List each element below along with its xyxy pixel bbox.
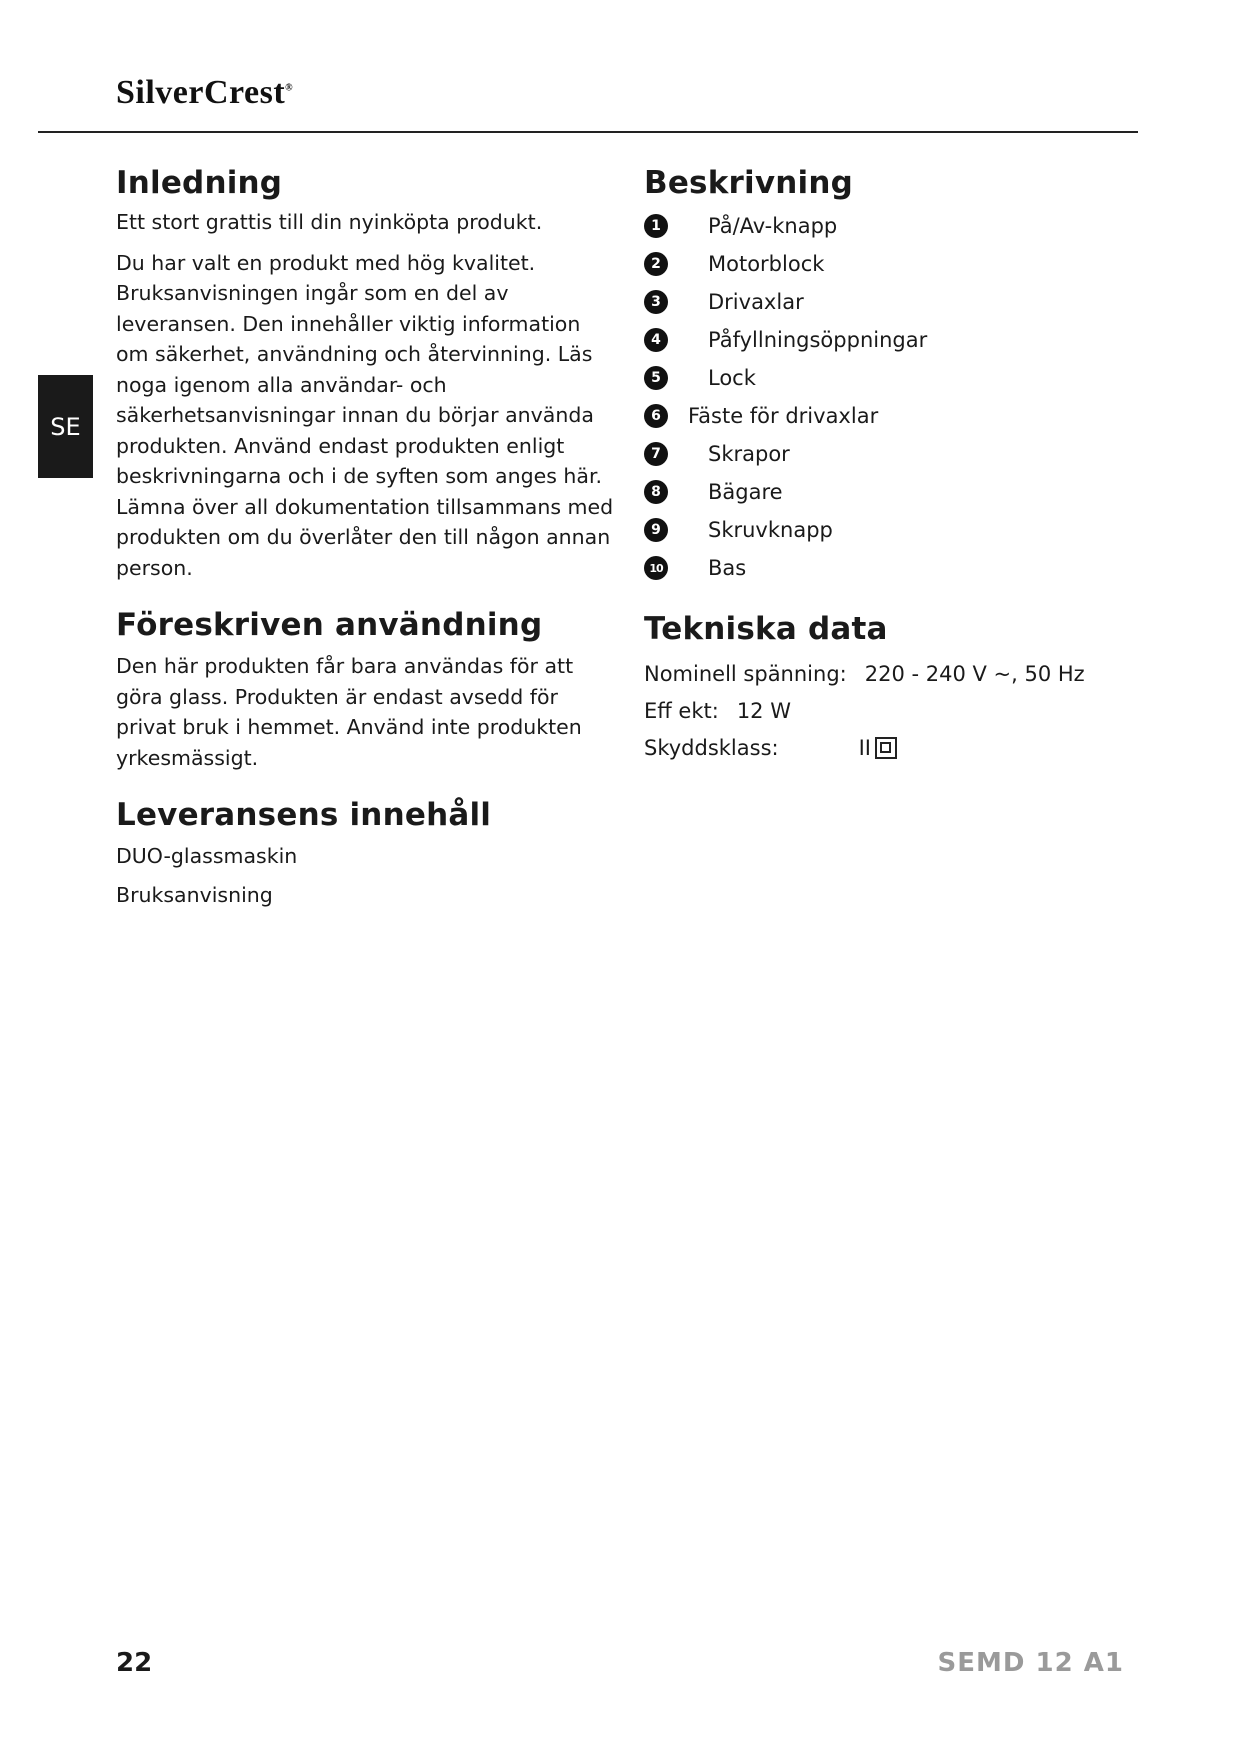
intended-use-heading: Föreskriven användning (116, 607, 543, 643)
part-label: Lock (708, 366, 756, 390)
list-item (644, 359, 1124, 397)
number-badge-icon: 10 (644, 556, 668, 580)
class-label: Skyddsklass: (644, 735, 779, 760)
intended-use-paragraph: Den här produkten får bara användas för att göra glass. Produkten är endast avsedd för privat bruk i hemmet. Använd inte produkten yrkesmässigt. (116, 654, 582, 770)
part-label: Bas (708, 556, 747, 580)
number-badge-icon: 4 (644, 328, 668, 352)
part-label: Påfyllningsöppningar (708, 328, 928, 352)
part-label: Drivaxlar (708, 290, 804, 314)
voltage-value: 220 - 240 V ~, 50 Hz (864, 661, 1085, 686)
number-badge-icon: 5 (644, 366, 668, 390)
number-badge-icon: 8 (644, 480, 668, 504)
number-badge-icon: 7 (644, 442, 668, 466)
brand-name: SilverCrest (116, 74, 286, 111)
protection-class (859, 736, 897, 760)
list-item (644, 549, 1124, 587)
section-intended-use (116, 607, 616, 773)
list-item (644, 245, 1124, 283)
tech-row-voltage (644, 655, 1124, 692)
section-delivery (116, 797, 616, 910)
section-intro (116, 165, 616, 583)
parts-list (644, 207, 1124, 587)
part-label: Motorblock (708, 252, 825, 276)
intro-paragraph-2: Du har valt en produkt med hög kvalitet. Bruksanvisningen ingår som en del av leveransen. Den innehåller viktig information om säkerhet, användning och återvinning. Läs noga igenom alla användar- och säkerhetsanvisningar innan du börjar använda produkten. Använd endast produkten enligt beskrivningarna och i de syften som anges här. Lämna över all dokumentation tillsammans med produkten om du överlåter den till någon annan person. (116, 250, 614, 580)
description-heading: Beskrivning (644, 165, 853, 201)
page-number: 22 (116, 1648, 153, 1678)
delivery-item: Bruksanvisning (116, 883, 273, 907)
list-item (644, 511, 1124, 549)
part-label: Fäste för drivaxlar (688, 404, 879, 428)
power-label: Eff ekt: (644, 698, 719, 723)
right-column (644, 165, 1124, 790)
list-item (644, 397, 1124, 435)
number-badge-icon: 1 (644, 214, 668, 238)
list-item (644, 473, 1124, 511)
list-item (644, 435, 1124, 473)
tech-row-power (644, 692, 1124, 729)
delivery-item: DUO-glassmaskin (116, 844, 298, 868)
double-insulation-inner-icon (880, 742, 891, 753)
part-label: Skrapor (708, 442, 790, 466)
intro-heading: Inledning (116, 165, 283, 201)
tech-row-class (644, 729, 1124, 766)
section-description (644, 165, 1124, 587)
part-label: På/Av-knapp (708, 214, 838, 238)
section-tech-data (644, 611, 1124, 766)
list-item (644, 207, 1124, 245)
header-rule (38, 131, 1138, 133)
number-badge-icon: 3 (644, 290, 668, 314)
power-value: 12 W (736, 698, 791, 723)
number-badge-icon: 2 (644, 252, 668, 276)
list-item (644, 283, 1124, 321)
tech-heading: Tekniska data (644, 611, 888, 647)
part-label: Skruvknapp (708, 518, 833, 542)
registered-mark: ® (285, 82, 294, 94)
model-number: SEMD 12 A1 (937, 1648, 1124, 1678)
language-tab: SE (38, 375, 93, 478)
intro-paragraph-1: Ett stort grattis till din nyinköpta produkt. (116, 210, 543, 234)
part-label: Bägare (708, 480, 783, 504)
delivery-heading: Leveransens innehåll (116, 797, 492, 833)
brand-logo (116, 74, 293, 112)
list-item (644, 321, 1124, 359)
voltage-label: Nominell spänning: (644, 661, 847, 686)
double-insulation-icon (875, 737, 897, 759)
left-column (116, 165, 616, 934)
number-badge-icon: 6 (644, 404, 668, 428)
number-badge-icon: 9 (644, 518, 668, 542)
class-value: II (858, 735, 871, 760)
